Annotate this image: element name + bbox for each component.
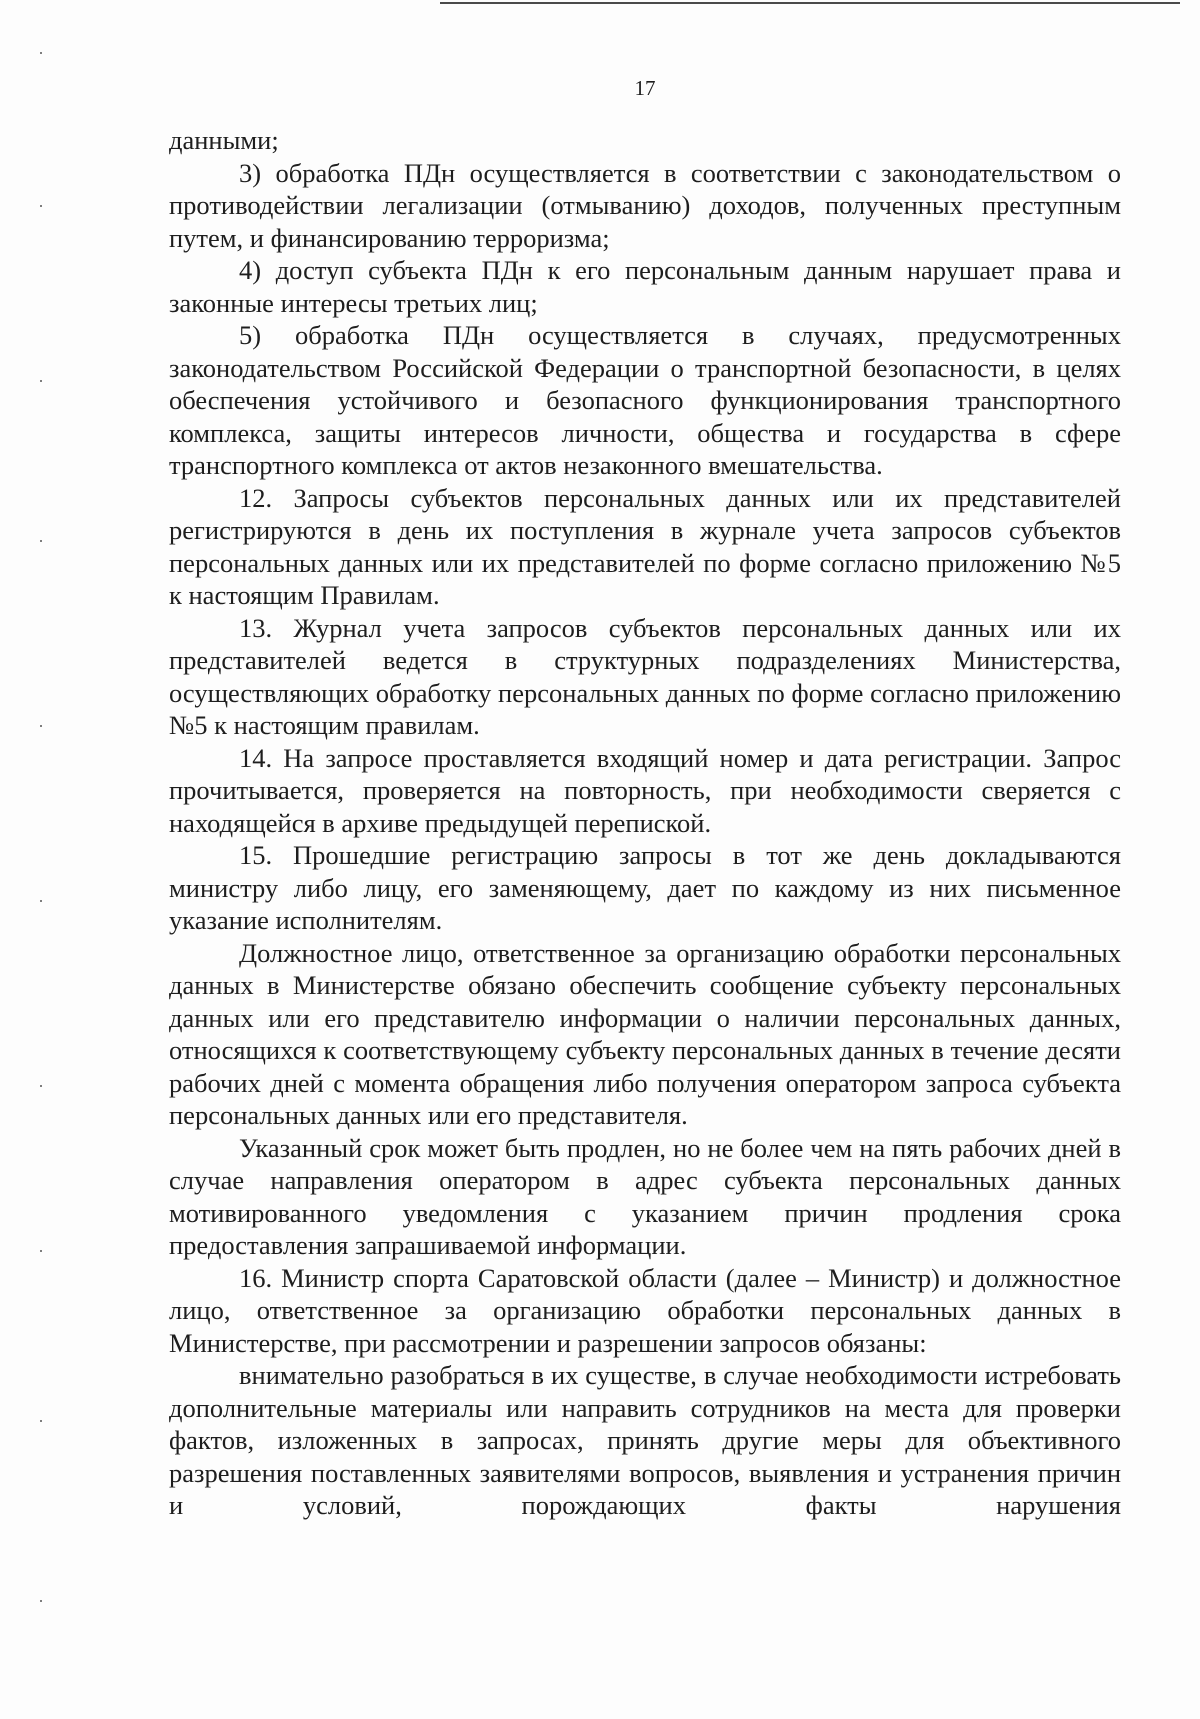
paragraph-clause-14: 14. На запросе проставляется входящий номер и дата регистрации. Запрос прочитывается, проверяется на повторность, при необходимости сверяется с находящейся в архиве предыдущей перепиской.: [169, 742, 1121, 838]
scan-top-edge-line: [440, 2, 1180, 4]
paragraph-term-extension: Указанный срок может быть продлен, но не более чем на пять рабочих дней в случае направления оператором в адрес субъекта персональных данных мотивированного уведомления с указанием причин продления срока предоставления запрашиваемой информации.: [169, 1132, 1121, 1260]
paragraph-responsible-official: Должностное лицо, ответственное за организацию обработки персональных данных в Министерстве обязано обеспечить сообщение субъекту персональных данных или его представителю информации о наличии персональных данных, относящихся к соответствующему субъекту персональных данных в течение десяти рабочих дней с момента обращения либо получения оператором запроса субъекта персональных данных или его представителя.: [169, 937, 1121, 1130]
page-number: 17: [634, 76, 656, 100]
paragraph-continuation: данными;: [169, 125, 279, 155]
paragraph-clause-16: 16. Министр спорта Саратовской области (далее – Министр) и должностное лицо, ответственное за организацию обработки персональных данных в Министерстве, при рассмотрении и разрешении запросов обязаны:: [169, 1262, 1121, 1358]
paragraph-item-4: 4) доступ субъекта ПДн к его персональным данным нарушает права и законные интересы третьих лиц;: [169, 255, 1121, 318]
paragraph-duties: внимательно разобраться в их существе, в случае необходимости истребовать дополнительные материалы или направить сотрудников на места для проверки фактов, изложенных в запросах, принять другие меры для объективного разрешения поставленных заявителями вопросов, выявления и устранения причин и условий, порождающих факты нарушения: [169, 1360, 1121, 1520]
paragraph-clause-13: 13. Журнал учета запросов субъектов персональных данных или их представителей ведется в структурных подразделениях Министерства, осуществляющих обработку персональных данных по форме согласно приложению №5 к настоящим правилам.: [169, 612, 1121, 740]
document-body: [169, 124, 1121, 1522]
paragraph-clause-15: 15. Прошедшие регистрацию запросы в тот же день докладываются министру либо лицу, его заменяющему, дает по каждому из них письменное указание исполнителям.: [169, 840, 1121, 935]
paragraph-clause-12: 12. Запросы субъектов персональных данных или их представителей регистрируются в день их поступления в журнале учета запросов субъектов персональных данных или их представителей по форме согласно приложению №5 к настоящим Правилам.: [169, 482, 1121, 610]
paragraph-item-5: 5) обработка ПДн осуществляется в случаях, предусмотренных законодательством Российской Федерации о транспортной безопасности, в целях обеспечения устойчивого и безопасного функционирования транспортного комплекса, защиты интересов личности, общества и государства в сфере транспортного комплекса от актов незаконного вмешательства.: [169, 320, 1121, 480]
paragraph-item-3: 3) обработка ПДн осуществляется в соответствии с законодательством о противодействии легализации (отмыванию) доходов, полученных преступным путем, и финансированию терроризма;: [169, 157, 1121, 253]
